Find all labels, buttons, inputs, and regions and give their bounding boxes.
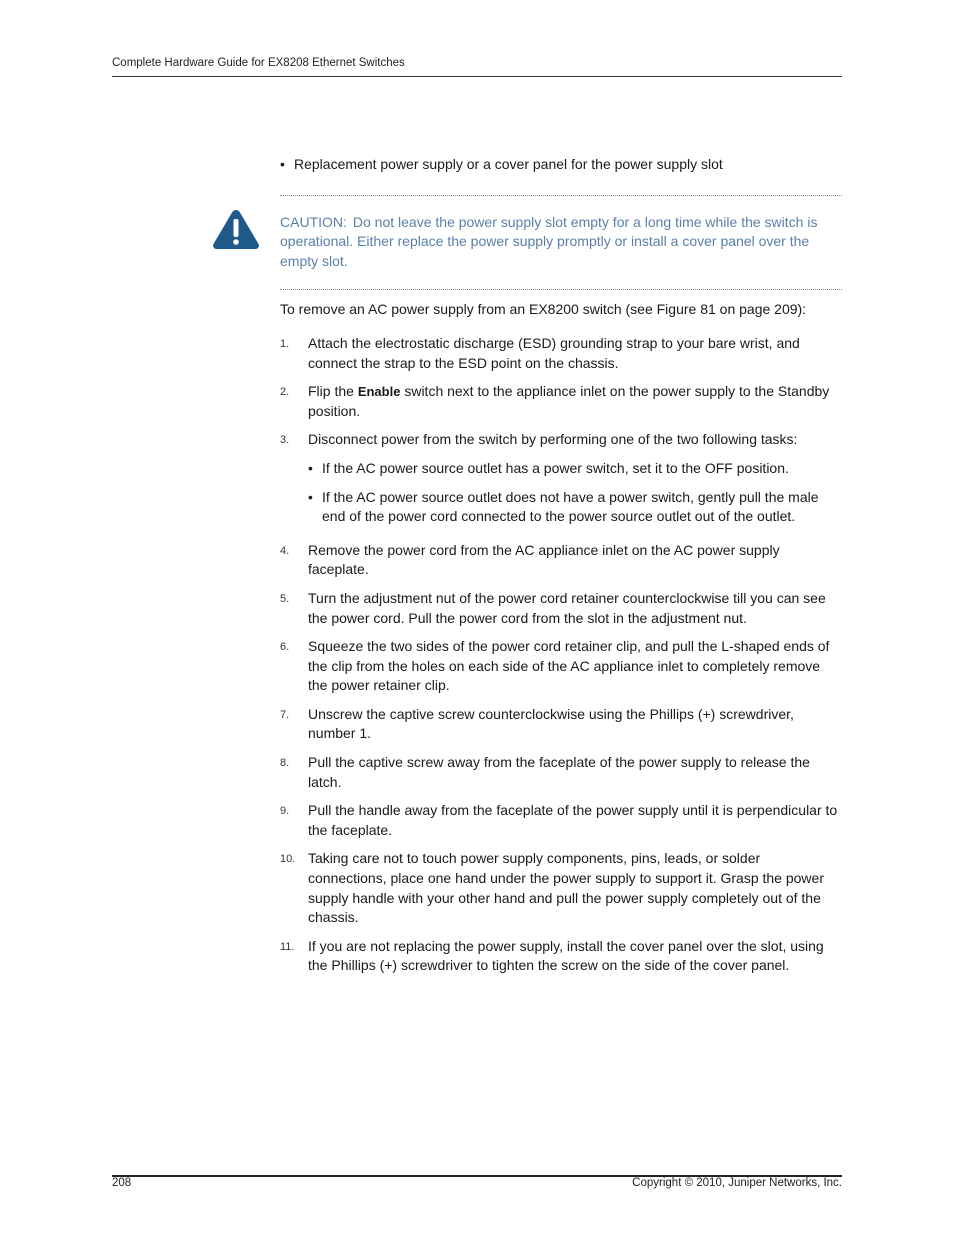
page-number: 208 (112, 1177, 132, 1189)
step-item (280, 753, 842, 792)
step-number: 9. (280, 805, 290, 818)
step-number: 6. (280, 641, 290, 654)
step-text: Attach the electrostatic discharge (ESD) grounding strap to your bare wrist, and connect the strap to the ESD point on the chassis. (308, 334, 800, 371)
caution-label: CAUTION: (280, 213, 347, 230)
step-item (280, 541, 842, 580)
step-text-pre: Flip the (308, 383, 358, 400)
step-sub-list (308, 459, 842, 527)
step-item (280, 430, 842, 526)
step-item (280, 637, 842, 696)
running-header: Complete Hardware Guide for EX8208 Ethernet Switches (112, 57, 405, 69)
step-text: Disconnect power from the switch by performing one of the two following tasks: (308, 431, 798, 448)
enable-switch-label: Enable (357, 384, 401, 400)
step-number: 4. (280, 544, 290, 557)
sub-list-item (308, 459, 842, 479)
step-number: 11. (280, 940, 295, 953)
step-text: Unscrew the captive screw counterclockwise using the Phillips (+) screwdriver, number 1. (308, 705, 794, 742)
caution-bottom-divider (280, 289, 842, 290)
step-text-post: switch next to the appliance inlet on the power supply to the Standby position. (308, 383, 830, 419)
step-text: Pull the handle away from the faceplate of the power supply until it is perpendicular to the faceplate. (308, 802, 838, 838)
step-item (280, 334, 842, 373)
requirement-bullet (280, 155, 842, 175)
header-rule (112, 76, 842, 77)
step-item (280, 849, 842, 927)
step-number: 2. (280, 386, 290, 399)
step-item (280, 589, 842, 628)
caution-note (280, 196, 842, 290)
sub-item-text: If the AC power source outlet does not have a power switch, gently pull the male end of the power cord connected to the power source outlet out of the outlet. (322, 488, 819, 525)
step-item (280, 382, 842, 421)
step-item (280, 801, 842, 840)
step-number: 3. (280, 434, 290, 447)
step-number: 5. (280, 592, 290, 605)
procedure-intro: To remove an AC power supply from an EX8200 switch (see Figure 81 on page 209): (280, 301, 807, 318)
procedure-steps (280, 334, 842, 976)
step-item (280, 705, 842, 744)
warning-triangle-icon (212, 208, 260, 250)
step-text: Turn the adjustment nut of the power cord retainer counterclockwise till you can see the power cord. Pull the power cord from the slot in the adjustment nut. (308, 589, 826, 626)
caution-body: Do not leave the power supply slot empty for a long time while the switch is operational. Either replace the power supply promptly or install a cover panel over the empty slot. (280, 213, 818, 269)
step-text: Taking care not to touch power supply components, pins, leads, or solder connections, place one hand under the power supply to support it. Grasp the power supply handle with your other hand and pull the power supply completely out of the chassis. (308, 850, 824, 926)
step-item (280, 937, 842, 976)
bullet-glyph: • (308, 488, 313, 505)
sub-item-text: If the AC power source outlet has a power switch, set it to the OFF position. (322, 459, 789, 476)
step-text: If you are not replacing the power supply, install the cover panel over the slot, using the Phillips (+) screwdriver to tighten the screw on the side of the cover panel. (308, 937, 824, 974)
step-number: 10. (280, 853, 296, 866)
bullet-glyph: • (280, 156, 285, 172)
step-number: 7. (280, 708, 290, 721)
step-number: 8. (280, 757, 290, 770)
bullet-glyph: • (308, 459, 313, 476)
step-number: 1. (280, 337, 290, 350)
requirement-text: Replacement power supply or a cover panel for the power supply slot (294, 156, 723, 172)
step-text: Squeeze the two sides of the power cord retainer clip, and pull the L-shaped ends of the clip from the holes on each side of the AC appliance inlet to completely remove the power retainer clip. (308, 638, 830, 694)
sub-list-item (308, 488, 842, 527)
caution-text (280, 196, 842, 290)
copyright-notice: Copyright © 2010, Juniper Networks, Inc. (632, 1177, 842, 1189)
step-text: Remove the power cord from the AC appliance inlet on the AC power supply faceplate. (308, 541, 780, 578)
step-text: Pull the captive screw away from the faceplate of the power supply to release the latch. (308, 754, 810, 790)
page-content (280, 155, 842, 985)
